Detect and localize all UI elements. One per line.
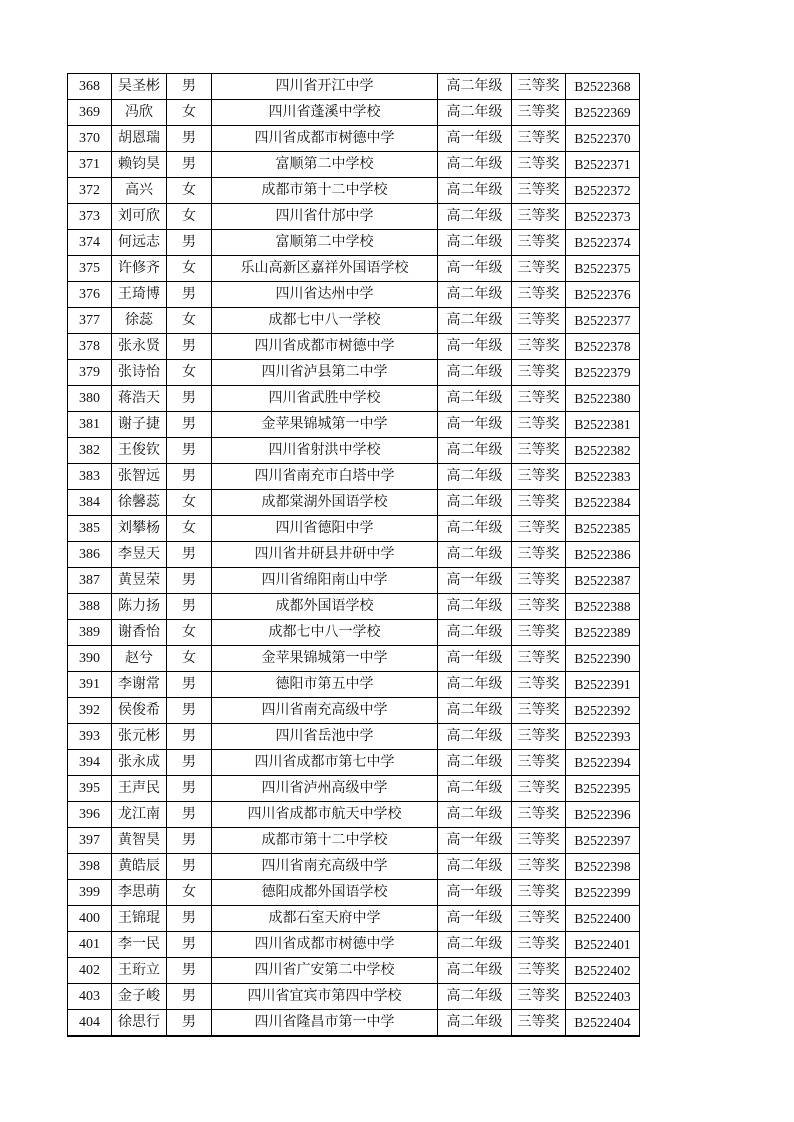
cell-number: 368 (68, 74, 112, 100)
cell-grade: 高一年级 (438, 256, 512, 282)
cell-certificate-number: B2522382 (566, 438, 640, 464)
cell-grade: 高二年级 (438, 152, 512, 178)
cell-gender: 男 (167, 906, 212, 932)
cell-student-name: 张诗怡 (112, 360, 167, 386)
cell-number: 374 (68, 230, 112, 256)
cell-award: 三等奖 (512, 516, 566, 542)
cell-award: 三等奖 (512, 802, 566, 828)
cell-gender: 女 (167, 308, 212, 334)
cell-grade: 高一年级 (438, 412, 512, 438)
cell-award: 三等奖 (512, 620, 566, 646)
cell-award: 三等奖 (512, 776, 566, 802)
table-row (68, 490, 640, 516)
cell-student-name: 侯俊希 (112, 698, 167, 724)
cell-grade: 高二年级 (438, 958, 512, 984)
cell-certificate-number: B2522399 (566, 880, 640, 906)
cell-number: 401 (68, 932, 112, 958)
cell-student-name: 王琦博 (112, 282, 167, 308)
cell-number: 383 (68, 464, 112, 490)
cell-award: 三等奖 (512, 672, 566, 698)
cell-certificate-number: B2522380 (566, 386, 640, 412)
cell-grade: 高二年级 (438, 178, 512, 204)
cell-award: 三等奖 (512, 282, 566, 308)
cell-certificate-number: B2522396 (566, 802, 640, 828)
cell-gender: 女 (167, 256, 212, 282)
cell-certificate-number: B2522404 (566, 1010, 640, 1037)
cell-school: 乐山高新区嘉祥外国语学校 (212, 256, 438, 282)
cell-certificate-number: B2522379 (566, 360, 640, 386)
cell-school: 四川省井研县井研中学 (212, 542, 438, 568)
cell-award: 三等奖 (512, 906, 566, 932)
award-list-table (67, 73, 640, 1037)
cell-school: 成都石室天府中学 (212, 906, 438, 932)
cell-award: 三等奖 (512, 464, 566, 490)
cell-number: 380 (68, 386, 112, 412)
cell-certificate-number: B2522398 (566, 854, 640, 880)
cell-student-name: 黄昱荣 (112, 568, 167, 594)
table-row (68, 126, 640, 152)
cell-gender: 男 (167, 698, 212, 724)
table-row (68, 152, 640, 178)
cell-student-name: 何远志 (112, 230, 167, 256)
cell-grade: 高二年级 (438, 464, 512, 490)
cell-student-name: 徐蕊 (112, 308, 167, 334)
cell-student-name: 蒋浩天 (112, 386, 167, 412)
cell-school: 德阳成都外国语学校 (212, 880, 438, 906)
cell-award: 三等奖 (512, 308, 566, 334)
table-row (68, 854, 640, 880)
table-row (68, 386, 640, 412)
cell-gender: 男 (167, 724, 212, 750)
cell-school: 四川省成都市树德中学 (212, 932, 438, 958)
table-row (68, 620, 640, 646)
cell-gender: 男 (167, 776, 212, 802)
cell-number: 388 (68, 594, 112, 620)
cell-award: 三等奖 (512, 438, 566, 464)
cell-number: 395 (68, 776, 112, 802)
cell-gender: 女 (167, 620, 212, 646)
cell-certificate-number: B2522368 (566, 74, 640, 100)
cell-school: 四川省成都市第七中学 (212, 750, 438, 776)
cell-student-name: 张智远 (112, 464, 167, 490)
cell-grade: 高二年级 (438, 438, 512, 464)
cell-award: 三等奖 (512, 126, 566, 152)
cell-certificate-number: B2522373 (566, 204, 640, 230)
cell-school: 四川省武胜中学校 (212, 386, 438, 412)
cell-gender: 女 (167, 880, 212, 906)
cell-number: 384 (68, 490, 112, 516)
cell-award: 三等奖 (512, 984, 566, 1010)
cell-award: 三等奖 (512, 74, 566, 100)
cell-student-name: 许修齐 (112, 256, 167, 282)
cell-number: 375 (68, 256, 112, 282)
cell-gender: 男 (167, 412, 212, 438)
cell-grade: 高二年级 (438, 620, 512, 646)
cell-certificate-number: B2522392 (566, 698, 640, 724)
table-row (68, 776, 640, 802)
table-row (68, 412, 640, 438)
cell-student-name: 王声民 (112, 776, 167, 802)
cell-award: 三等奖 (512, 542, 566, 568)
cell-award: 三等奖 (512, 100, 566, 126)
cell-grade: 高二年级 (438, 386, 512, 412)
cell-grade: 高二年级 (438, 230, 512, 256)
cell-student-name: 李昱天 (112, 542, 167, 568)
cell-gender: 男 (167, 542, 212, 568)
cell-certificate-number: B2522387 (566, 568, 640, 594)
cell-gender: 男 (167, 802, 212, 828)
cell-certificate-number: B2522370 (566, 126, 640, 152)
cell-gender: 男 (167, 854, 212, 880)
cell-number: 376 (68, 282, 112, 308)
cell-grade: 高一年级 (438, 906, 512, 932)
cell-certificate-number: B2522390 (566, 646, 640, 672)
cell-grade: 高二年级 (438, 360, 512, 386)
cell-certificate-number: B2522397 (566, 828, 640, 854)
table-row (68, 542, 640, 568)
table-row (68, 178, 640, 204)
cell-grade: 高二年级 (438, 100, 512, 126)
cell-gender: 女 (167, 490, 212, 516)
cell-school: 四川省南充市白塔中学 (212, 464, 438, 490)
cell-certificate-number: B2522401 (566, 932, 640, 958)
cell-number: 400 (68, 906, 112, 932)
cell-grade: 高二年级 (438, 542, 512, 568)
cell-student-name: 谢子捷 (112, 412, 167, 438)
cell-student-name: 吴圣彬 (112, 74, 167, 100)
cell-certificate-number: B2522395 (566, 776, 640, 802)
cell-number: 369 (68, 100, 112, 126)
cell-student-name: 李谢常 (112, 672, 167, 698)
cell-certificate-number: B2522369 (566, 100, 640, 126)
cell-award: 三等奖 (512, 490, 566, 516)
cell-grade: 高一年级 (438, 568, 512, 594)
cell-certificate-number: B2522385 (566, 516, 640, 542)
table-row (68, 282, 640, 308)
table-row (68, 100, 640, 126)
cell-grade: 高二年级 (438, 204, 512, 230)
cell-gender: 女 (167, 204, 212, 230)
cell-school: 德阳市第五中学 (212, 672, 438, 698)
cell-award: 三等奖 (512, 854, 566, 880)
cell-number: 391 (68, 672, 112, 698)
cell-number: 394 (68, 750, 112, 776)
cell-certificate-number: B2522376 (566, 282, 640, 308)
cell-school: 四川省绵阳南山中学 (212, 568, 438, 594)
cell-certificate-number: B2522391 (566, 672, 640, 698)
cell-grade: 高一年级 (438, 828, 512, 854)
cell-grade: 高二年级 (438, 594, 512, 620)
cell-gender: 男 (167, 334, 212, 360)
cell-gender: 男 (167, 438, 212, 464)
cell-number: 390 (68, 646, 112, 672)
cell-certificate-number: B2522393 (566, 724, 640, 750)
cell-number: 392 (68, 698, 112, 724)
cell-student-name: 龙江南 (112, 802, 167, 828)
cell-student-name: 谢香怡 (112, 620, 167, 646)
cell-number: 393 (68, 724, 112, 750)
cell-grade: 高二年级 (438, 802, 512, 828)
cell-number: 373 (68, 204, 112, 230)
cell-school: 四川省开江中学 (212, 74, 438, 100)
table-row (68, 646, 640, 672)
cell-school: 成都市第十二中学校 (212, 828, 438, 854)
cell-grade: 高二年级 (438, 516, 512, 542)
cell-certificate-number: B2522402 (566, 958, 640, 984)
table-body (68, 74, 640, 1037)
cell-award: 三等奖 (512, 724, 566, 750)
cell-gender: 男 (167, 984, 212, 1010)
cell-school: 四川省泸县第二中学 (212, 360, 438, 386)
table-row (68, 802, 640, 828)
cell-award: 三等奖 (512, 646, 566, 672)
cell-school: 四川省什邡中学 (212, 204, 438, 230)
cell-award: 三等奖 (512, 828, 566, 854)
cell-school: 金苹果锦城第一中学 (212, 412, 438, 438)
cell-certificate-number: B2522377 (566, 308, 640, 334)
cell-gender: 男 (167, 672, 212, 698)
cell-gender: 男 (167, 568, 212, 594)
table-row (68, 230, 640, 256)
cell-grade: 高二年级 (438, 308, 512, 334)
table-row (68, 880, 640, 906)
cell-number: 381 (68, 412, 112, 438)
cell-award: 三等奖 (512, 568, 566, 594)
cell-gender: 女 (167, 100, 212, 126)
cell-grade: 高二年级 (438, 1010, 512, 1037)
cell-grade: 高一年级 (438, 126, 512, 152)
cell-gender: 男 (167, 594, 212, 620)
table-row (68, 932, 640, 958)
cell-certificate-number: B2522386 (566, 542, 640, 568)
cell-school: 富顺第二中学校 (212, 152, 438, 178)
cell-number: 402 (68, 958, 112, 984)
cell-gender: 女 (167, 360, 212, 386)
cell-student-name: 徐思行 (112, 1010, 167, 1037)
cell-school: 金苹果锦城第一中学 (212, 646, 438, 672)
table-row (68, 594, 640, 620)
cell-grade: 高一年级 (438, 880, 512, 906)
cell-student-name: 李一民 (112, 932, 167, 958)
cell-award: 三等奖 (512, 958, 566, 984)
cell-grade: 高二年级 (438, 750, 512, 776)
cell-award: 三等奖 (512, 594, 566, 620)
cell-school: 四川省成都市航天中学校 (212, 802, 438, 828)
cell-certificate-number: B2522375 (566, 256, 640, 282)
table-row (68, 568, 640, 594)
cell-award: 三等奖 (512, 334, 566, 360)
cell-number: 389 (68, 620, 112, 646)
cell-certificate-number: B2522388 (566, 594, 640, 620)
cell-school: 四川省南充高级中学 (212, 854, 438, 880)
cell-student-name: 张永成 (112, 750, 167, 776)
cell-gender: 女 (167, 178, 212, 204)
cell-gender: 男 (167, 750, 212, 776)
cell-grade: 高一年级 (438, 646, 512, 672)
cell-student-name: 李思萌 (112, 880, 167, 906)
cell-award: 三等奖 (512, 178, 566, 204)
cell-gender: 男 (167, 74, 212, 100)
cell-gender: 女 (167, 516, 212, 542)
table-row (68, 828, 640, 854)
cell-certificate-number: B2522371 (566, 152, 640, 178)
cell-number: 378 (68, 334, 112, 360)
table-row (68, 1010, 640, 1037)
table-row (68, 360, 640, 386)
cell-student-name: 王锦琨 (112, 906, 167, 932)
cell-student-name: 张元彬 (112, 724, 167, 750)
cell-grade: 高二年级 (438, 74, 512, 100)
cell-student-name: 陈力扬 (112, 594, 167, 620)
cell-grade: 高二年级 (438, 672, 512, 698)
cell-student-name: 王珩立 (112, 958, 167, 984)
cell-award: 三等奖 (512, 204, 566, 230)
cell-award: 三等奖 (512, 880, 566, 906)
cell-number: 377 (68, 308, 112, 334)
cell-certificate-number: B2522394 (566, 750, 640, 776)
cell-number: 379 (68, 360, 112, 386)
cell-number: 397 (68, 828, 112, 854)
cell-school: 四川省蓬溪中学校 (212, 100, 438, 126)
table-row (68, 334, 640, 360)
table-row (68, 750, 640, 776)
cell-student-name: 刘可欣 (112, 204, 167, 230)
cell-number: 396 (68, 802, 112, 828)
cell-school: 四川省岳池中学 (212, 724, 438, 750)
cell-gender: 女 (167, 646, 212, 672)
cell-gender: 男 (167, 464, 212, 490)
cell-grade: 高二年级 (438, 854, 512, 880)
cell-gender: 男 (167, 230, 212, 256)
cell-grade: 高二年级 (438, 282, 512, 308)
cell-school: 四川省射洪中学校 (212, 438, 438, 464)
cell-student-name: 高兴 (112, 178, 167, 204)
cell-certificate-number: B2522400 (566, 906, 640, 932)
cell-student-name: 黄皓辰 (112, 854, 167, 880)
cell-certificate-number: B2522378 (566, 334, 640, 360)
table-row (68, 516, 640, 542)
cell-school: 四川省成都市树德中学 (212, 334, 438, 360)
cell-award: 三等奖 (512, 152, 566, 178)
cell-school: 四川省泸州高级中学 (212, 776, 438, 802)
table-row (68, 256, 640, 282)
cell-number: 404 (68, 1010, 112, 1037)
cell-number: 372 (68, 178, 112, 204)
cell-school: 成都棠湖外国语学校 (212, 490, 438, 516)
cell-gender: 男 (167, 1010, 212, 1037)
table-row (68, 958, 640, 984)
cell-school: 四川省宜宾市第四中学校 (212, 984, 438, 1010)
cell-number: 386 (68, 542, 112, 568)
cell-student-name: 王俊钦 (112, 438, 167, 464)
cell-grade: 高二年级 (438, 932, 512, 958)
cell-student-name: 冯欣 (112, 100, 167, 126)
table-row (68, 74, 640, 100)
cell-gender: 男 (167, 958, 212, 984)
table-row (68, 984, 640, 1010)
cell-number: 403 (68, 984, 112, 1010)
table-row (68, 308, 640, 334)
table-row (68, 724, 640, 750)
cell-school: 四川省达州中学 (212, 282, 438, 308)
cell-award: 三等奖 (512, 698, 566, 724)
cell-certificate-number: B2522374 (566, 230, 640, 256)
cell-gender: 男 (167, 932, 212, 958)
cell-student-name: 胡恩瑞 (112, 126, 167, 152)
cell-school: 四川省广安第二中学校 (212, 958, 438, 984)
cell-number: 382 (68, 438, 112, 464)
cell-award: 三等奖 (512, 412, 566, 438)
cell-school: 四川省德阳中学 (212, 516, 438, 542)
cell-grade: 高一年级 (438, 334, 512, 360)
cell-grade: 高二年级 (438, 984, 512, 1010)
cell-grade: 高二年级 (438, 490, 512, 516)
cell-certificate-number: B2522384 (566, 490, 640, 516)
cell-number: 387 (68, 568, 112, 594)
cell-number: 385 (68, 516, 112, 542)
cell-award: 三等奖 (512, 386, 566, 412)
cell-certificate-number: B2522372 (566, 178, 640, 204)
table-row (68, 906, 640, 932)
cell-certificate-number: B2522381 (566, 412, 640, 438)
table-row (68, 438, 640, 464)
cell-gender: 男 (167, 828, 212, 854)
cell-number: 398 (68, 854, 112, 880)
cell-student-name: 张永贤 (112, 334, 167, 360)
cell-number: 371 (68, 152, 112, 178)
cell-school: 富顺第二中学校 (212, 230, 438, 256)
cell-student-name: 徐馨蕊 (112, 490, 167, 516)
cell-certificate-number: B2522403 (566, 984, 640, 1010)
table-row (68, 464, 640, 490)
cell-award: 三等奖 (512, 256, 566, 282)
cell-number: 399 (68, 880, 112, 906)
cell-certificate-number: B2522383 (566, 464, 640, 490)
cell-school: 四川省南充高级中学 (212, 698, 438, 724)
cell-student-name: 刘攀杨 (112, 516, 167, 542)
cell-school: 成都市第十二中学校 (212, 178, 438, 204)
cell-school: 四川省隆昌市第一中学 (212, 1010, 438, 1037)
cell-student-name: 赖钧昊 (112, 152, 167, 178)
cell-gender: 男 (167, 152, 212, 178)
cell-school: 成都七中八一学校 (212, 620, 438, 646)
cell-award: 三等奖 (512, 1010, 566, 1037)
cell-certificate-number: B2522389 (566, 620, 640, 646)
cell-school: 四川省成都市树德中学 (212, 126, 438, 152)
cell-student-name: 金子峻 (112, 984, 167, 1010)
cell-number: 370 (68, 126, 112, 152)
cell-grade: 高二年级 (438, 776, 512, 802)
cell-award: 三等奖 (512, 932, 566, 958)
cell-gender: 男 (167, 126, 212, 152)
cell-grade: 高二年级 (438, 724, 512, 750)
cell-school: 成都七中八一学校 (212, 308, 438, 334)
cell-student-name: 黄智昊 (112, 828, 167, 854)
table-row (68, 672, 640, 698)
cell-student-name: 赵兮 (112, 646, 167, 672)
cell-grade: 高二年级 (438, 698, 512, 724)
cell-award: 三等奖 (512, 360, 566, 386)
table-row (68, 698, 640, 724)
table-row (68, 204, 640, 230)
cell-gender: 男 (167, 386, 212, 412)
cell-award: 三等奖 (512, 230, 566, 256)
cell-gender: 男 (167, 282, 212, 308)
cell-award: 三等奖 (512, 750, 566, 776)
cell-school: 成都外国语学校 (212, 594, 438, 620)
